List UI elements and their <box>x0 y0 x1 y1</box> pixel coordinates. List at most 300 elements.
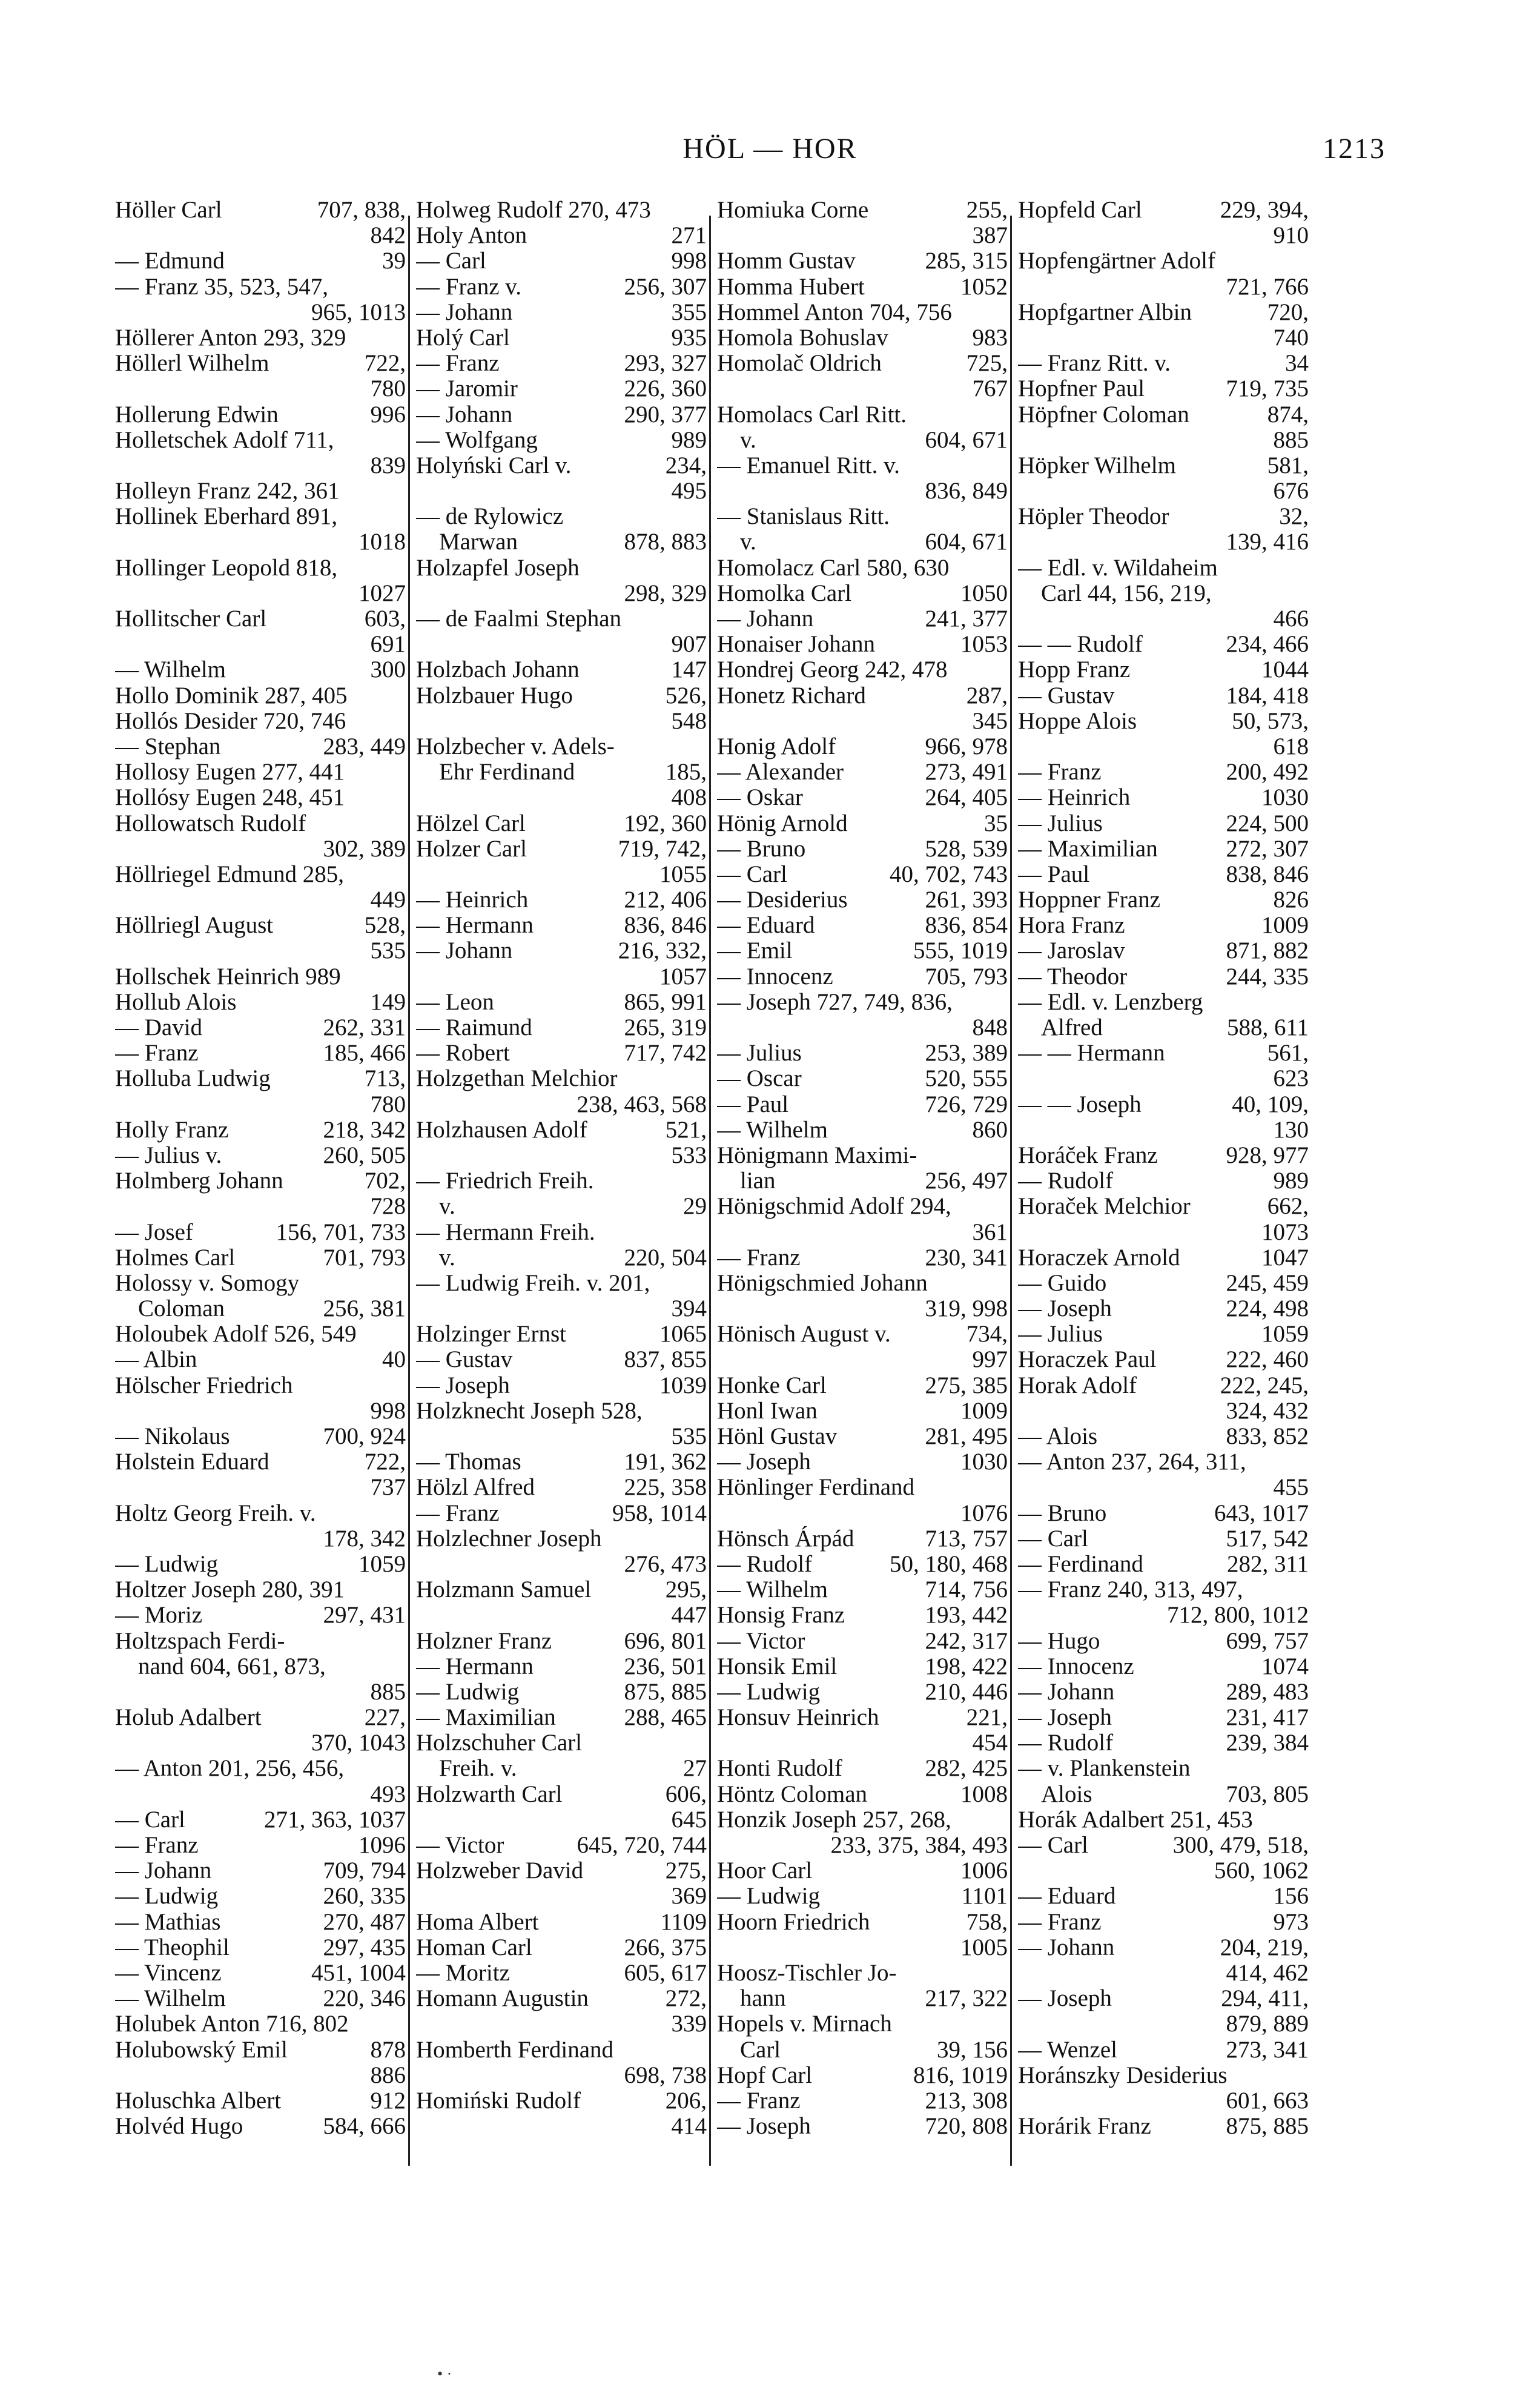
entry-page-numbers: 1047 <box>1261 1245 1309 1271</box>
entry-page-numbers: 300, 479, 518, <box>1172 1833 1309 1858</box>
entry-name: Holub Adalbert <box>115 1705 262 1731</box>
entry-name: Homola Bohuslav <box>717 325 888 351</box>
entry-name: — Stephan <box>115 733 221 759</box>
entry-name: — Ludwig <box>416 1679 520 1705</box>
entry-name: — Franz 240, 313, 497, <box>1018 1577 1243 1603</box>
index-entry-line <box>717 1245 1008 1271</box>
entry-page-numbers: 1008 <box>960 1781 1008 1807</box>
entry-name: — Innocenz <box>1018 1653 1134 1679</box>
entry-page-numbers: 713, 757 <box>925 1526 1008 1552</box>
entry-name: Holtzer Joseph 280, 391 <box>115 1577 345 1603</box>
entry-page-numbers: 156 <box>1273 1884 1309 1910</box>
entry-name: Hopfgartner Albin <box>1018 299 1192 325</box>
index-entry-line <box>416 1577 707 1602</box>
entry-name: Hopp Franz <box>1018 657 1131 683</box>
entry-page-numbers: 707, 838, <box>317 197 406 223</box>
index-entry-line <box>717 1271 1008 1296</box>
entry-name: — Raimund <box>416 1015 532 1040</box>
entry-name: Holstein Eduard <box>115 1449 269 1475</box>
index-entry-line <box>416 2037 707 2063</box>
index-entry-line <box>115 1807 406 1833</box>
entry-name: Holzbach Johann <box>416 657 580 683</box>
entry-name: hann <box>740 1986 786 2012</box>
entry-name: Holyński Carl v. <box>416 452 572 478</box>
index-entry-line <box>717 1705 1008 1730</box>
index-entry-line <box>416 709 707 734</box>
index-entry-line <box>1018 632 1309 657</box>
entry-name: lian <box>740 1168 776 1194</box>
index-entry-line <box>1018 223 1309 248</box>
entry-name: — Ludwig <box>717 1884 821 1910</box>
entry-name: Hoppe Alois <box>1018 708 1137 734</box>
index-entry-line <box>717 1986 1008 2011</box>
entry-page-numbers: 218, 342 <box>323 1117 406 1143</box>
index-entry-line <box>115 990 406 1015</box>
entry-page-numbers: 324, 432 <box>1226 1398 1309 1424</box>
index-entry-line <box>1018 1501 1309 1526</box>
entry-name: Honl Iwan <box>717 1398 818 1424</box>
index-entry-line <box>1018 1629 1309 1654</box>
entry-name: Holweg Rudolf 270, 473 <box>416 197 651 223</box>
entry-page-numbers: 588, 611 <box>1226 1015 1309 1040</box>
entry-page-numbers: 35 <box>984 810 1008 836</box>
entry-name: Honke Carl <box>717 1372 827 1398</box>
entry-page-numbers: 826 <box>1273 887 1309 913</box>
entry-page-numbers: 227, <box>364 1705 406 1731</box>
entry-page-numbers: 780 <box>370 1091 406 1117</box>
entry-name: — Emil <box>717 938 793 964</box>
index-entry-line <box>1018 709 1309 734</box>
entry-page-numbers: 283, 449 <box>323 733 406 759</box>
entry-page-numbers: 875, 885 <box>1226 2114 1309 2140</box>
entry-page-numbers: 255, <box>966 197 1008 223</box>
index-entry-line <box>416 1424 707 1449</box>
index-entry-line <box>717 1475 1008 1500</box>
entry-page-numbers: 256, 497 <box>925 1168 1008 1194</box>
entry-name: Höllriegl August <box>115 913 274 939</box>
entry-name: Holly Franz <box>115 1117 229 1143</box>
entry-page-numbers: 244, 335 <box>1226 964 1309 990</box>
index-entry-line <box>115 478 406 504</box>
entry-name: Holletschek Adolf 711, <box>115 427 334 453</box>
entry-page-numbers: 1109 <box>660 1909 707 1935</box>
entry-page-numbers: 319, 998 <box>925 1296 1008 1322</box>
entry-page-numbers: 1096 <box>359 1833 406 1858</box>
entry-page-numbers: 447 <box>671 1602 707 1629</box>
entry-page-numbers: 874, <box>1267 402 1309 428</box>
index-entry-line <box>416 1143 707 1168</box>
entry-name: Hönsch Árpád <box>717 1526 854 1552</box>
index-entry-line <box>1018 1782 1309 1807</box>
entry-page-numbers: 293, 327 <box>624 351 707 377</box>
index-entry-line <box>1018 1015 1309 1040</box>
entry-page-numbers: 548 <box>671 708 707 734</box>
index-entry-line <box>115 1040 406 1066</box>
entry-page-numbers: 271 <box>671 223 707 249</box>
index-entry-line <box>717 785 1008 810</box>
entry-name: — — Joseph <box>1018 1091 1142 1117</box>
entry-name: Holuschka Albert <box>115 2088 282 2114</box>
entry-name: — Ludwig <box>115 1884 219 1910</box>
index-entry-line <box>717 1833 1008 1858</box>
entry-page-numbers: 705, 793 <box>925 964 1008 990</box>
index-entry-line <box>717 862 1008 887</box>
entry-page-numbers: 720, 808 <box>925 2114 1008 2140</box>
page-title: HÖL — HOR <box>682 133 858 165</box>
entry-page-numbers: 34 <box>1285 351 1309 377</box>
entry-page-numbers: 213, 308 <box>925 2088 1008 2114</box>
entry-page-numbers: 726, 729 <box>925 1091 1008 1117</box>
entry-name: — Alexander <box>717 759 844 786</box>
entry-name: — Joseph <box>1018 1705 1112 1731</box>
entry-name: Holý Carl <box>416 325 510 351</box>
entry-page-numbers: 535 <box>671 1424 707 1449</box>
entry-name: — Franz 35, 523, 547, <box>115 274 329 300</box>
entry-page-numbers: 32, <box>1279 504 1309 530</box>
entry-name: Holzer Carl <box>416 836 527 862</box>
entry-page-numbers: 560, 1062 <box>1214 1858 1309 1884</box>
index-entry-line <box>1018 1449 1309 1475</box>
entry-name: Homm Gustav <box>717 248 856 274</box>
entry-page-numbers: 709, 794 <box>323 1858 406 1884</box>
index-entry-line <box>1018 862 1309 887</box>
index-entry-line <box>416 1040 707 1066</box>
entry-page-numbers: 645 <box>671 1807 707 1833</box>
entry-name: — Robert <box>416 1040 510 1067</box>
entry-name: — Franz Ritt. v. <box>1018 351 1171 377</box>
index-entry-line <box>115 1654 406 1679</box>
index-entry-line <box>717 1015 1008 1040</box>
entry-name: — Moriz <box>115 1602 203 1629</box>
index-entry-line <box>416 1629 707 1654</box>
entry-page-numbers: 966, 978 <box>925 733 1008 759</box>
index-entry-line <box>1018 1756 1309 1781</box>
column-divider <box>408 216 410 2166</box>
index-entry-line <box>115 734 406 759</box>
entry-page-numbers: 989 <box>671 427 707 453</box>
entry-page-numbers: 265, 319 <box>624 1015 707 1040</box>
index-entry-line <box>1018 1220 1309 1245</box>
index-entry-line <box>717 657 1008 683</box>
index-entry-line <box>416 1782 707 1807</box>
entry-page-numbers: 455 <box>1273 1475 1309 1501</box>
entry-page-numbers: 728 <box>370 1194 406 1220</box>
index-entry-line <box>1018 1910 1309 1935</box>
index-entry-line <box>115 1884 406 1909</box>
entry-name: Holzgethan Melchior <box>416 1066 618 1092</box>
entry-page-numbers: 39 <box>382 248 406 274</box>
entry-page-numbers: 260, 505 <box>323 1142 406 1168</box>
index-entry-line <box>115 785 406 810</box>
index-entry-line <box>1018 1194 1309 1219</box>
entry-page-numbers: 584, 666 <box>323 2114 406 2140</box>
entry-name: — Gustav <box>416 1347 513 1373</box>
index-entry-line <box>416 1296 707 1321</box>
index-entry-line <box>717 1960 1008 1986</box>
entry-name: — Theophil <box>115 1934 230 1960</box>
entry-page-numbers: 535 <box>370 938 406 964</box>
index-entry-line <box>717 1526 1008 1552</box>
entry-name: — Franz <box>115 1833 199 1858</box>
entry-name: Hollowatsch Rudolf <box>115 810 306 836</box>
entry-name: Holzbauer Hugo <box>416 683 573 709</box>
entry-name: Hoorn Friedrich <box>717 1909 870 1935</box>
index-entry-line <box>416 1654 707 1679</box>
index-entry-line <box>416 1321 707 1347</box>
index-entry-line <box>416 1168 707 1194</box>
entry-page-numbers: 198, 422 <box>925 1653 1008 1679</box>
entry-name: — Emanuel Ritt. v. <box>717 452 900 478</box>
entry-page-numbers: 517, 542 <box>1226 1526 1309 1552</box>
entry-name: — Anton 201, 256, 456, <box>115 1756 345 1782</box>
entry-page-numbers: 965, 1013 <box>311 299 406 325</box>
entry-page-numbers: 910 <box>1273 223 1309 249</box>
entry-page-numbers: 712, 800, 1012 <box>1167 1602 1309 1629</box>
entry-page-numbers: 1059 <box>1261 1321 1309 1348</box>
entry-page-numbers: 253, 389 <box>925 1040 1008 1067</box>
index-entry-line <box>1018 1960 1309 1986</box>
entry-name: v. <box>740 427 756 453</box>
index-entry-line <box>416 990 707 1015</box>
index-entry-line <box>717 1910 1008 1935</box>
entry-name: — Oscar <box>717 1066 802 1092</box>
entry-name: — Rudolf <box>1018 1168 1114 1194</box>
entry-page-numbers: 714, 756 <box>925 1577 1008 1603</box>
index-entry-line <box>1018 1296 1309 1321</box>
entry-name: — Johann <box>1018 1679 1115 1705</box>
entry-name: Homolacz Carl 580, 630 <box>717 555 950 581</box>
entry-name: Hopfengärtner Adolf <box>1018 248 1215 274</box>
index-entry-line <box>1018 964 1309 990</box>
index-entry-line <box>115 1679 406 1705</box>
index-entry-line <box>416 1552 707 1577</box>
entry-name: — Joseph <box>717 2114 811 2140</box>
index-entry-line <box>115 1602 406 1628</box>
entry-page-numbers: 39, 156 <box>937 2037 1008 2063</box>
entry-page-numbers: 604, 671 <box>925 427 1008 453</box>
entry-page-numbers: 1009 <box>1261 913 1309 939</box>
entry-page-numbers: 528, 539 <box>925 836 1008 862</box>
entry-name: — Rudolf <box>1018 1730 1114 1756</box>
entry-name: — Franz <box>416 351 500 377</box>
index-entry-line <box>717 1066 1008 1091</box>
entry-name: Hopfeld Carl <box>1018 197 1142 223</box>
entry-name: — Joseph <box>1018 1986 1112 2012</box>
entry-page-numbers: 275, 385 <box>925 1372 1008 1398</box>
entry-page-numbers: 191, 362 <box>624 1449 707 1475</box>
entry-page-numbers: 224, 500 <box>1226 810 1309 836</box>
entry-name: Hollschek Heinrich 989 <box>115 964 341 990</box>
entry-page-numbers: 221, <box>966 1705 1008 1731</box>
index-entry-line <box>416 1602 707 1628</box>
index-entry-line <box>416 1756 707 1781</box>
entry-name: Horáček Franz <box>1018 1142 1158 1168</box>
index-entry-line <box>115 325 406 351</box>
entry-name: — Franz <box>717 1245 801 1271</box>
entry-name: Holmes Carl <box>115 1245 236 1271</box>
index-entry-line <box>717 913 1008 938</box>
entry-page-numbers: 958, 1014 <box>612 1500 707 1526</box>
entry-name: Alfred <box>1041 1015 1103 1040</box>
entry-page-numbers: 604, 671 <box>925 529 1008 555</box>
entry-name: — Maximilian <box>416 1705 556 1731</box>
entry-page-numbers: 185, <box>665 759 707 786</box>
entry-page-numbers: 139, 416 <box>1226 529 1309 555</box>
index-entry-line <box>115 1220 406 1245</box>
entry-page-numbers: 29 <box>683 1194 707 1220</box>
index-entry-line <box>115 1960 406 1986</box>
entry-name: — Rudolf <box>717 1551 813 1577</box>
index-entry-line <box>717 453 1008 478</box>
index-entry-line <box>115 300 406 325</box>
entry-page-numbers: 676 <box>1273 478 1309 504</box>
index-entry-line <box>115 1935 406 1960</box>
entry-page-numbers: 222, 245, <box>1220 1372 1309 1398</box>
index-entry-line <box>115 862 406 887</box>
index-column-3 <box>717 197 1008 2166</box>
entry-page-numbers: 230, 341 <box>925 1245 1008 1271</box>
index-entry-line <box>717 223 1008 248</box>
index-entry-line <box>717 529 1008 555</box>
index-entry-line <box>416 1449 707 1475</box>
entry-name: — Johann <box>416 938 513 964</box>
index-entry-line <box>115 1296 406 1321</box>
entry-name: Hoosz-Tischler Jo- <box>717 1960 897 1986</box>
entry-name: Hollosy Eugen 277, 441 <box>115 759 345 786</box>
index-entry-line <box>717 1296 1008 1321</box>
entry-page-numbers: 156, 701, 733 <box>276 1219 406 1245</box>
index-entry-line <box>1018 683 1309 709</box>
index-entry-line <box>1018 248 1309 274</box>
index-entry-line <box>416 1373 707 1398</box>
index-entry-line <box>1018 376 1309 402</box>
index-entry-line <box>416 1858 707 1884</box>
entry-name: — Alois <box>1018 1424 1098 1449</box>
entry-page-numbers: 643, 1017 <box>1214 1500 1309 1526</box>
entry-name: Höpker Wilhelm <box>1018 452 1176 478</box>
entry-page-numbers: 270, 487 <box>323 1909 406 1935</box>
entry-name: — Hermann <box>416 913 534 939</box>
index-entry-line <box>115 2011 406 2037</box>
entry-name: Hopfner Paul <box>1018 376 1145 402</box>
index-column-4 <box>1018 197 1309 2166</box>
index-entry-line <box>115 1424 406 1449</box>
index-entry-line <box>115 1910 406 1935</box>
index-entry-line <box>1018 529 1309 555</box>
entry-name: — Johann <box>115 1858 212 1884</box>
entry-page-numbers: 701, 793 <box>323 1245 406 1271</box>
entry-page-numbers: 1053 <box>960 632 1008 658</box>
entry-name: Höllriegel Edmund 285, <box>115 861 345 887</box>
index-entry-line <box>717 1782 1008 1807</box>
index-entry-line <box>717 1807 1008 1833</box>
entry-page-numbers: 1065 <box>659 1321 707 1348</box>
index-entry-line <box>416 1015 707 1040</box>
entry-name: — Carl <box>115 1807 185 1833</box>
index-entry-line <box>416 1245 707 1271</box>
entry-page-numbers: 581, <box>1267 452 1309 478</box>
entry-page-numbers: 130 <box>1273 1117 1309 1143</box>
entry-name: — Carl <box>1018 1526 1088 1552</box>
entry-page-numbers: 623 <box>1273 1066 1309 1092</box>
entry-name: — Anton 237, 264, 311, <box>1018 1449 1246 1475</box>
entry-page-numbers: 720, <box>1267 299 1309 325</box>
entry-page-numbers: 297, 431 <box>323 1602 406 1629</box>
entry-page-numbers: 271, 363, 1037 <box>264 1807 406 1833</box>
index-entry-line <box>416 836 707 862</box>
entry-name: Hölzl Alfred <box>416 1475 535 1501</box>
entry-name: Holzweber David <box>416 1858 584 1884</box>
entry-page-numbers: 1044 <box>1261 657 1309 683</box>
entry-name: Ehr Ferdinand <box>439 759 575 786</box>
entry-name: — Wenzel <box>1018 2037 1117 2063</box>
index-entry-line <box>416 632 707 657</box>
entry-page-numbers: 238, 463, 568 <box>577 1091 707 1117</box>
index-entry-line <box>717 1679 1008 1705</box>
index-entry-line <box>416 1910 707 1935</box>
entry-name: — Paul <box>1018 861 1090 887</box>
index-entry-line <box>115 887 406 913</box>
index-entry-line <box>1018 197 1309 223</box>
index-entry-line <box>416 1092 707 1117</box>
entry-page-numbers: 645, 720, 744 <box>577 1833 707 1858</box>
entry-name: — Thomas <box>416 1449 521 1475</box>
entry-page-numbers: 204, 219, <box>1220 1934 1309 1960</box>
index-entry-line <box>115 1117 406 1143</box>
entry-page-numbers: 281, 495 <box>925 1424 1008 1449</box>
entry-name: — Carl <box>717 861 787 887</box>
index-entry-line <box>115 1194 406 1219</box>
entry-name: Holzbecher v. Adels- <box>416 733 615 759</box>
entry-page-numbers: 860 <box>972 1117 1008 1143</box>
index-entry-line <box>1018 581 1309 606</box>
entry-name: — Hermann <box>416 1653 534 1679</box>
entry-page-numbers: 272, 307 <box>1226 836 1309 862</box>
entry-page-numbers: 983 <box>972 325 1008 351</box>
entry-name: — Bruno <box>1018 1500 1107 1526</box>
entry-name: Hönigmann Maximi- <box>717 1142 917 1168</box>
entry-page-numbers: 266, 375 <box>624 1934 707 1960</box>
index-entry-line <box>717 1220 1008 1245</box>
entry-page-numbers: 387 <box>972 223 1008 249</box>
index-entry-line <box>416 504 707 529</box>
entry-page-numbers: 836, 854 <box>925 913 1008 939</box>
entry-page-numbers: 288, 465 <box>624 1705 707 1731</box>
entry-page-numbers: 290, 377 <box>624 402 707 428</box>
index-entry-line <box>717 2011 1008 2037</box>
index-entry-line <box>1018 1654 1309 1679</box>
index-entry-line <box>416 1884 707 1909</box>
index-entry-line <box>717 1092 1008 1117</box>
entry-page-numbers: 27 <box>683 1756 707 1782</box>
index-entry-line <box>416 1807 707 1833</box>
entry-page-numbers: 1018 <box>359 529 406 555</box>
entry-page-numbers: 454 <box>972 1730 1008 1756</box>
entry-name: Holluba Ludwig <box>115 1066 271 1092</box>
index-entry-line <box>115 683 406 709</box>
entry-name: — v. Plankenstein <box>1018 1756 1191 1782</box>
entry-page-numbers: 226, 360 <box>624 376 707 402</box>
entry-name: Hollinek Eberhard 891, <box>115 504 338 530</box>
entry-name: Holzlechner Joseph <box>416 1526 602 1552</box>
index-entry-line <box>416 300 707 325</box>
index-entry-line <box>1018 606 1309 632</box>
entry-name: — Hermann Freih. <box>416 1219 595 1245</box>
entry-name: Holzinger Ernst <box>416 1321 567 1348</box>
entry-name: Homberth Ferdinand <box>416 2037 614 2063</box>
index-entry-line <box>1018 887 1309 913</box>
entry-page-numbers: 836, 846 <box>624 913 707 939</box>
